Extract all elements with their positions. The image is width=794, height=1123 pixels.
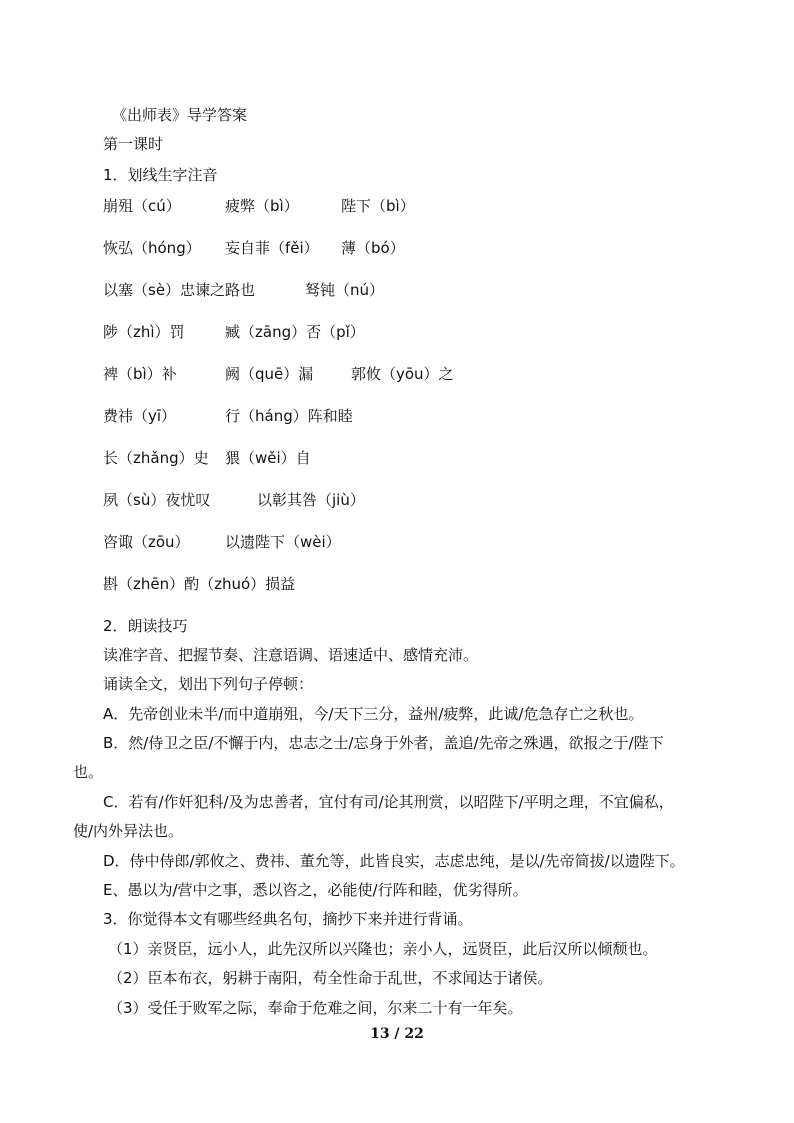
pinyin-entry: 以彰其咎（jiù） [257, 491, 365, 509]
pause-item-c: C．若有/作奸犯科/及为忠善者，宜付有司/论其刑赏，以昭陛下/平明之理，不宜偏私， [103, 793, 674, 811]
pinyin-row [103, 364, 703, 384]
pinyin-entry: 阙（quē）漏 [225, 365, 314, 383]
quote-item: （1）亲贤臣，远小人，此先汉所以兴隆也；亲小人，远贤臣，此后汉所以倾颓也。 [108, 940, 658, 958]
quote-item: （3）受任于败军之际，奉命于危难之间，尔来二十有一年矣。 [108, 999, 523, 1017]
pinyin-entry: 疲弊（bì） [225, 197, 299, 215]
pinyin-row [103, 280, 703, 300]
pinyin-row [103, 490, 703, 510]
pinyin-entry: 行（háng）阵和睦 [225, 407, 353, 425]
pinyin-row [103, 406, 703, 426]
pause-item-e: E、愚以为/营中之事，悉以咨之，必能使/行阵和睦，优劣得所。 [103, 881, 528, 899]
section3-heading: 3．你觉得本文有哪些经典名句，摘抄下来并进行背诵。 [103, 910, 473, 928]
section2-intro: 读准字音、把握节奏、注意语调、语速适中、感情充沛。 [103, 646, 479, 664]
pinyin-entry: 咨诹（zōu） [103, 533, 190, 551]
document-title: 《出师表》导学答案 [112, 106, 248, 124]
pinyin-row [103, 238, 703, 258]
pinyin-entry: 郭攸（yōu）之 [351, 365, 454, 383]
pinyin-entry: 费祎（yī） [103, 407, 177, 425]
pinyin-row [103, 196, 703, 216]
pinyin-entry: 猥（wěi）自 [225, 449, 311, 467]
section2-instruction: 诵读全文，划出下列句子停顿： [103, 675, 314, 693]
section2-heading: 2．朗读技巧 [103, 617, 188, 635]
pinyin-entry: 陛下（bì） [341, 197, 415, 215]
pinyin-row [103, 322, 703, 342]
pinyin-entry: 驽钝（nú） [305, 281, 385, 299]
pinyin-entry: 恢弘（hóng） [103, 239, 201, 257]
lesson-label: 第一课时 [103, 135, 164, 153]
pinyin-entry: 陟（zhì）罚 [103, 323, 185, 341]
pinyin-entry: 以遗陛下（wèi） [225, 533, 341, 551]
pinyin-entry: 崩殂（cú） [103, 197, 181, 215]
pinyin-entry: 以塞（sè）忠谏之路也 [103, 281, 256, 299]
pinyin-entry: 臧（zāng）否（pǐ） [225, 323, 365, 341]
pause-item-a: A．先帝创业未半/而中道崩殂，今/天下三分，益州/疲弊，此诚/危急存亡之秋也。 [103, 705, 644, 723]
pinyin-entry: 妄自菲（fěi） [225, 239, 319, 257]
pinyin-row [103, 532, 703, 552]
pause-item-b-continued: 也。 [73, 763, 104, 781]
pinyin-entry: 斟（zhēn）酌（zhuó）损益 [103, 575, 296, 593]
pause-item-d: D．侍中侍郎/郭攸之、费祎、董允等，此皆良实，志虑忠纯，是以/先帝简拔/以遗陛下。 [103, 852, 685, 870]
pause-item-c-continued: 使/内外异法也。 [73, 822, 184, 840]
pause-item-b: B．然/侍卫之臣/不懈于内，忠志之士/忘身于外者，盖追/先帝之殊遇，欲报之于/陛下 [103, 734, 664, 752]
pinyin-entry: 薄（bó） [341, 239, 405, 257]
section1-heading: 1．划线生字注音 [103, 166, 218, 184]
pinyin-entry: 长（zhǎng）史 [103, 449, 209, 467]
pinyin-entry: 夙（sù）夜忧叹 [103, 491, 211, 509]
pinyin-row [103, 574, 703, 594]
pinyin-row [103, 448, 703, 468]
page-number: 13 / 22 [370, 1026, 424, 1042]
quote-item: （2）臣本布衣，躬耕于南阳，苟全性命于乱世，不求闻达于诸侯。 [108, 969, 553, 987]
pinyin-entry: 裨（bì）补 [103, 365, 177, 383]
